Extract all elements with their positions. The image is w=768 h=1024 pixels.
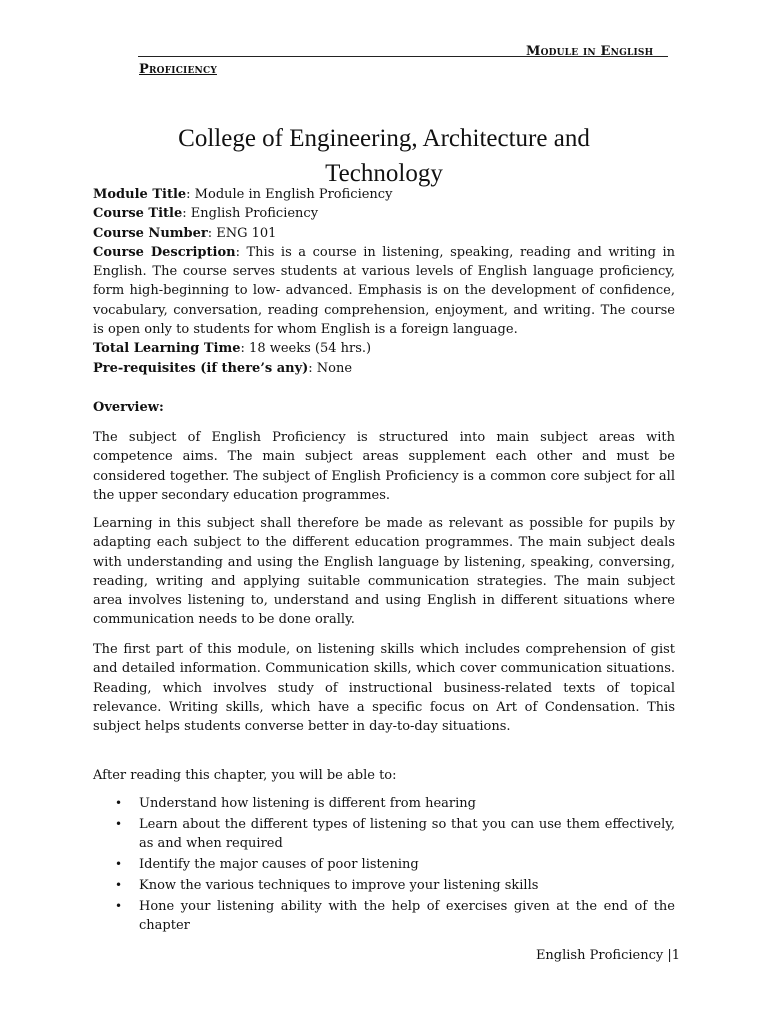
module-title-label: Module Title <box>93 187 187 202</box>
course-metadata <box>93 185 675 378</box>
list-item <box>93 794 683 813</box>
overview-paragraph: The first part of this module, on listening skills which includes comprehension of gist and detailed information. Communication skills, which cover communication situations. Reading, which involves study of instructional business-related texts of topical relevance. Writing skills, which have a specific focus on Art of Condensation. This subject helps students converse better in day-to-day situations. <box>93 642 675 735</box>
bullet-icon: • <box>115 899 123 913</box>
bullet-icon: • <box>115 857 123 871</box>
course-description-label: Course Description <box>93 244 236 260</box>
list-item <box>93 897 683 935</box>
document-title: College of Engineering, Architecture and Technology <box>178 124 590 187</box>
total-learning-time-value: : 18 weeks (54 hrs.) <box>240 341 372 357</box>
list-item-text: Understand how listening is different from hearing <box>139 796 476 811</box>
course-title-label: Course Title <box>93 206 183 222</box>
course-description-value: : This is a course in listening, speaking, reading and writing in English. The course serves students at various levels of English language proficiency, form high-beginning to low- advanced. Emphasis is on the development of confidence, vocabulary, conversation, reading comprehension, enjoyment, and writing. The course is open only to students for whom English is a foreign language. <box>93 244 675 338</box>
total-learning-time-line <box>93 339 675 358</box>
prerequisites-value: : None <box>308 360 353 376</box>
objectives-intro: After reading this chapter, you will be able to: <box>93 768 397 783</box>
course-number-label: Course Number <box>93 225 208 241</box>
header-rule <box>138 56 668 57</box>
module-title-value: : Module in English Proficiency <box>186 187 393 202</box>
course-number-line <box>93 224 675 243</box>
running-head-right: Module in English <box>526 44 654 59</box>
bullet-icon: • <box>115 878 123 892</box>
page-footer: English Proficiency |1 <box>535 948 680 963</box>
bullet-icon: • <box>115 796 123 810</box>
overview-paragraph: Learning in this subject shall therefore be made as relevant as possible for pupils by adapting each subject to the different education programmes. The main subject deals with understanding and using the English language by listening, speaking, conversing, reading, writing and applying suitable communication strategies. The main subject area involves listening to, understand and using English in different situations where communication needs to be done orally. <box>93 516 675 628</box>
list-item-text: Hone your listening ability with the help of exercises given at the end of the chapter <box>139 899 675 933</box>
running-head-left: Proficiency <box>139 62 217 77</box>
list-item-text: Identify the major causes of poor listening <box>139 857 419 872</box>
overview-heading: Overview: <box>93 400 164 415</box>
prerequisites-line <box>93 359 675 378</box>
list-item-text: Know the various techniques to improve your listening skills <box>139 878 539 893</box>
list-item-text: Learn about the different types of listening so that you can use them effectively, as and when required <box>139 817 675 851</box>
list-item <box>93 876 683 895</box>
course-description-line <box>93 243 675 339</box>
prerequisites-label: Pre-requisites (if there’s any) <box>93 360 309 376</box>
module-title-line <box>93 185 675 204</box>
objectives-list <box>93 794 683 937</box>
course-number-value: : ENG 101 <box>207 225 277 241</box>
course-title-value: : English Proficiency <box>182 206 319 222</box>
overview-paragraph: The subject of English Proficiency is structured into main subject areas with competence aims. The main subject areas supplement each other and must be considered together. The subject of English Proficiency is a common core subject for all the upper secondary education programmes. <box>93 430 675 503</box>
total-learning-time-label: Total Learning Time <box>93 341 241 357</box>
list-item <box>93 855 683 874</box>
list-item <box>93 815 683 853</box>
course-title-line <box>93 204 675 223</box>
bullet-icon: • <box>115 817 123 831</box>
